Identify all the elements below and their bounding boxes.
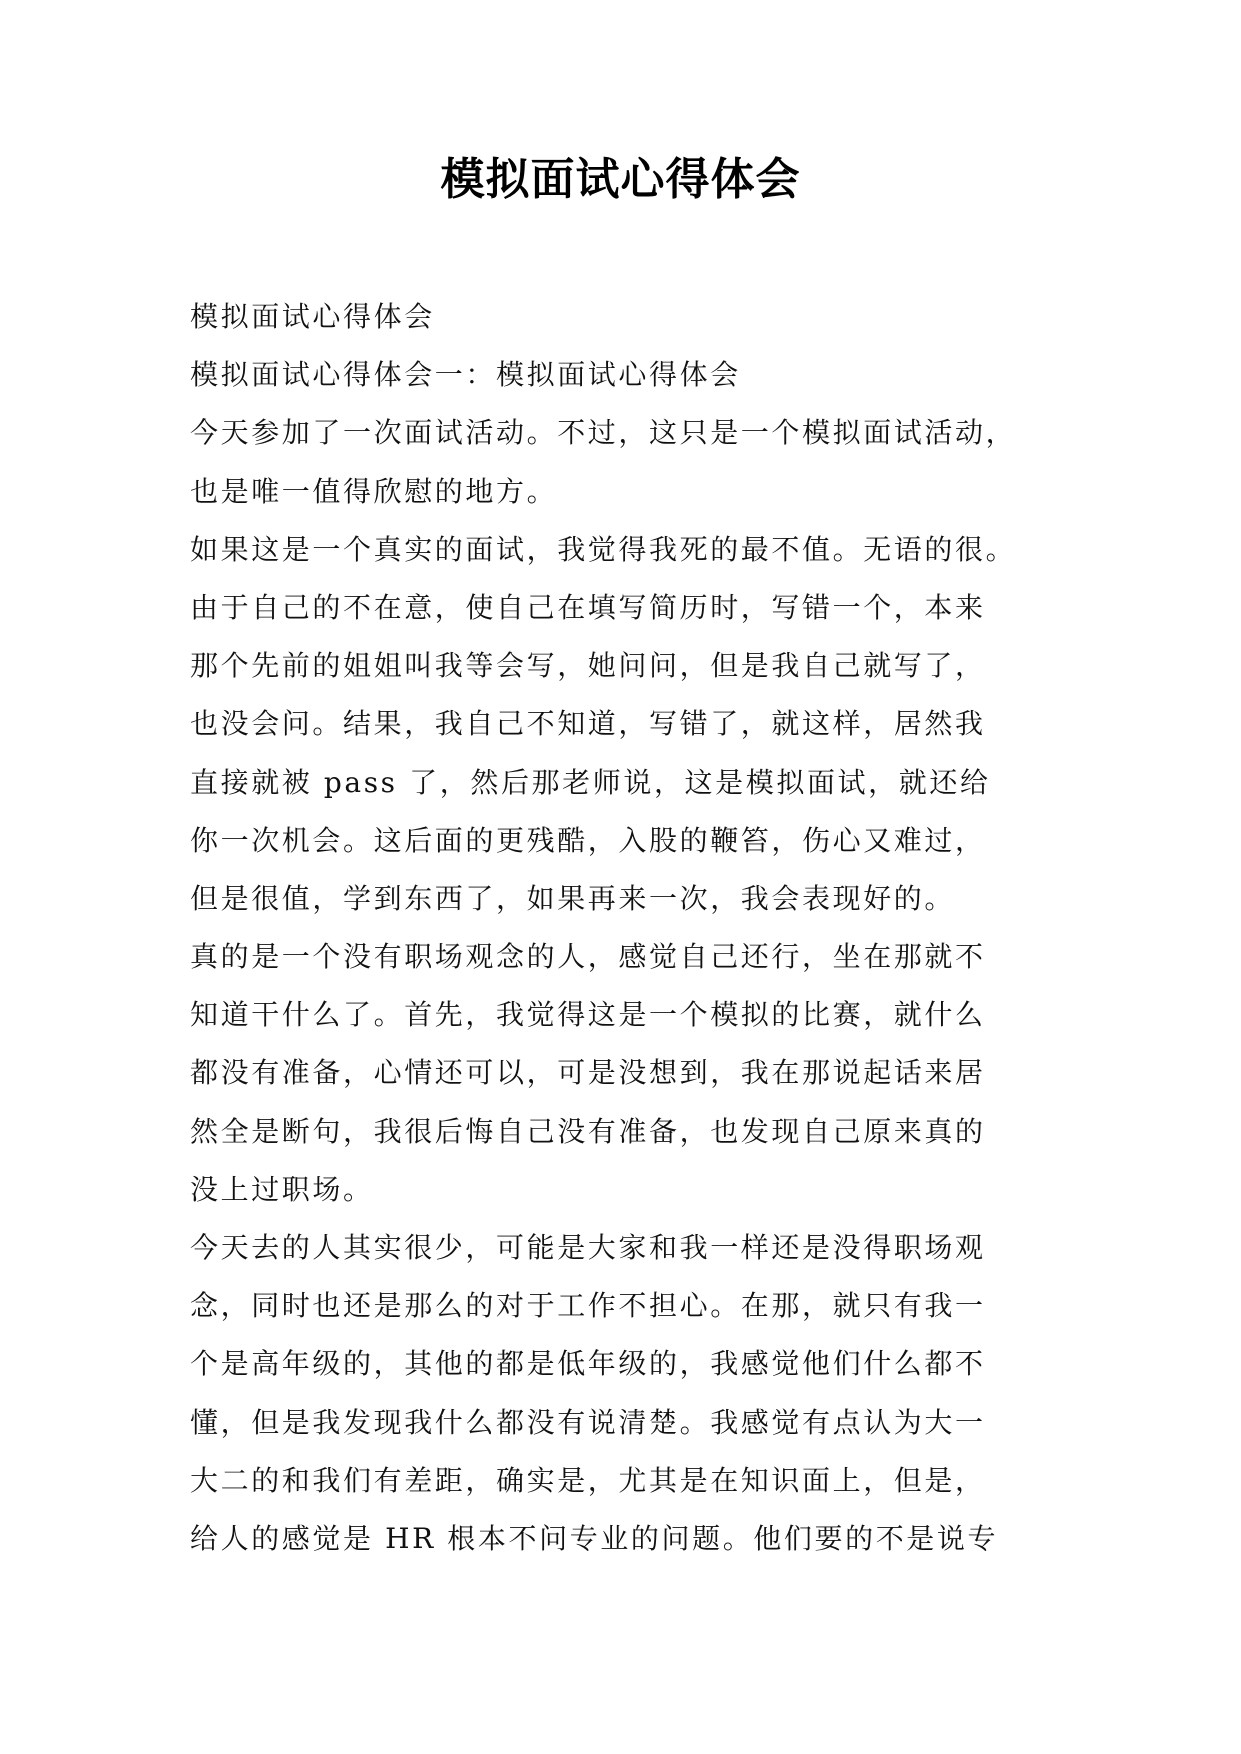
text-line: 但是很值，学到东西了，如果再来一次，我会表现好的。 (190, 881, 956, 915)
text-line: 大二的和我们有差距，确实是，尤其是在知识面上，但是， (190, 1463, 986, 1497)
text-line: 个是高年级的，其他的都是低年级的，我感觉他们什么都不 (190, 1347, 986, 1381)
text-line: 今天参加了一次面试活动。不过，这只是一个模拟面试活动， (190, 416, 1017, 450)
text-line: 都没有准备，心情还可以，可是没想到，我在那说起话来居 (190, 1056, 986, 1090)
text-line: 也没会问。结果，我自己不知道，写错了，就这样，居然我 (190, 707, 986, 741)
text-line: 直接就被 pass 了，然后那老师说，这是模拟面试，就还给 (190, 765, 991, 799)
text-line: 真的是一个没有职场观念的人，感觉自己还行，坐在那就不 (190, 940, 986, 974)
text-line: 然全是断句，我很后悔自己没有准备，也发现自己原来真的 (190, 1114, 986, 1148)
document-body (190, 288, 1070, 1568)
text-line: 模拟面试心得体会一：模拟面试心得体会 (190, 358, 741, 392)
document-title: 模拟面试心得体会 (440, 154, 801, 205)
text-line: 模拟面试心得体会 (190, 300, 435, 333)
text-line: 也是唯一值得欣慰的地方。 (190, 474, 558, 508)
text-line: 你一次机会。这后面的更残酷，入股的鞭笞，伤心又难过， (190, 823, 986, 857)
text-line: 那个先前的姐姐叫我等会写，她问问，但是我自己就写了， (190, 649, 986, 683)
text-line: 知道干什么了。首先，我觉得这是一个模拟的比赛，就什么 (190, 998, 986, 1032)
text-line: 没上过职场。 (190, 1172, 374, 1206)
text-line: 由于自己的不在意，使自己在填写简历时，写错一个，本来 (190, 590, 986, 624)
text-line: 念，同时也还是那么的对于工作不担心。在那，就只有我一 (190, 1289, 986, 1323)
text-line: 懂，但是我发现我什么都没有说清楚。我感觉有点认为大一 (190, 1405, 986, 1439)
text-line: 给人的感觉是 HR 根本不问专业的问题。他们要的不是说专 (190, 1521, 999, 1555)
text-line: 今天去的人其实很少，可能是大家和我一样还是没得职场观 (190, 1231, 986, 1264)
text-line: 如果这是一个真实的面试，我觉得我死的最不值。无语的很。 (190, 532, 1017, 566)
